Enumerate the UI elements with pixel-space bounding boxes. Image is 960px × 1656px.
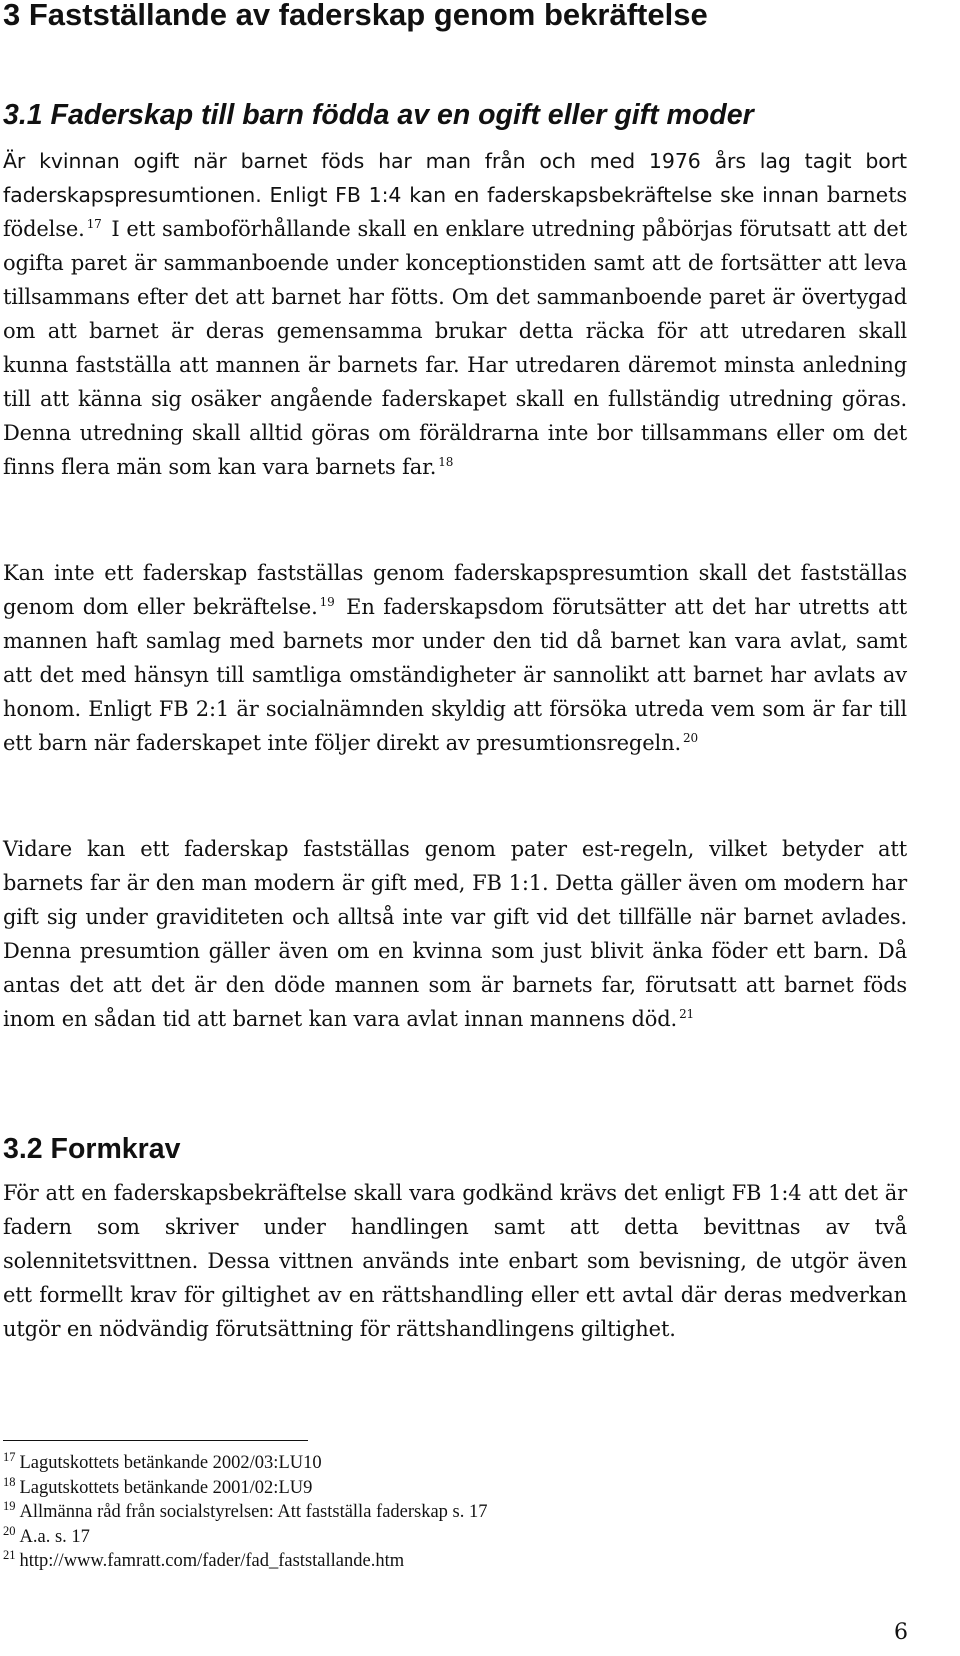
footnote-separator — [3, 1440, 308, 1441]
section-3-2-title: 3.2 Formkrav — [3, 1133, 181, 1165]
footnote-item — [3, 1548, 903, 1573]
chapter-title: 3 Fastställande av faderskap genom bekräftelse — [3, 0, 708, 32]
paragraph-2-text-a: Kan inte ett faderskap fastställas genom faderskapspresumtion skall det fastställas genom dom eller bekräftelse. — [3, 561, 907, 619]
paragraph-2-text-b: En faderskapsdom förutsätter att det har utretts att mannen haft samlag med barnets mor under den tid då barnet kan vara avlat, samt att det med hänsyn till samtliga omständigheter är sannolikt att barnet har avlats av honom. Enligt FB 2:1 är socialnämnden skyldig att försöka utreda vem som är far till ett barn när faderskapet inte följer direkt av presumtionsregeln. — [3, 595, 907, 755]
footnote-number: 17 — [3, 1450, 16, 1464]
footnote-number: 19 — [3, 1499, 16, 1514]
footnote-item — [3, 1524, 903, 1549]
footnote-item — [3, 1499, 903, 1524]
section-3-2-paragraph-1: För att en faderskapsbekräftelse skall vara godkänd krävs det enligt FB 1:4 att det är fadern som skriver under handlingen samt att detta bevittnas av två solennitetsvittnen. Dessa vittnen används inte enbart som bevisning, de utgör även ett formellt krav för giltighet av en rättshandling eller ett avtal där deras medverkan utgör en nödvändig förutsättning för rättshandlingens giltighet. — [3, 1181, 907, 1341]
paragraph-1-sans-text: Är kvinnan ogift när barnet föds har man från och med 1976 års lag tagit bort faderskapspresumtionen. Enligt FB 1:4 kan en faderskapsbekräftelse ske innan — [3, 149, 907, 207]
paragraph-1-text-a: barnets födelse. — [3, 183, 907, 241]
footnote-ref-21[interactable]: 21 — [679, 1007, 695, 1021]
footnote-item — [3, 1475, 903, 1500]
footnote-item — [3, 1450, 903, 1475]
section-3-1-paragraph-3 — [3, 832, 907, 1036]
section-3-1-title: 3.1 Faderskap till barn födda av en ogift eller gift moder — [3, 99, 754, 131]
footnote-text: A.a. s. 17 — [19, 1526, 90, 1547]
footnote-text: Lagutskottets betänkande 2001/02:LU9 — [19, 1477, 313, 1498]
page-number: 6 — [894, 1620, 908, 1645]
footnote-text: Lagutskottets betänkande 2002/03:LU10 — [19, 1453, 322, 1473]
footnote-number: 21 — [3, 1548, 16, 1563]
paragraph-3-text-a: Vidare kan ett faderskap fastställas genom pater est-regeln, vilket betyder att barnets far är den man modern är gift med, FB 1:1. Detta gäller även om modern har gift sig under graviditeten och alltså inte var gift vid det tillfälle när barnet avlades. Denna presumtion gäller även om en kvinna som just blivit änka föder ett barn. Då antas det att det är den döde mannen som är barnets far, förutsatt att barnet föds inom en sådan tid att barnet kan vara avlat innan mannens död. — [3, 837, 907, 1031]
section-3-1-paragraph-1 — [3, 144, 907, 484]
paragraph-1-text-b: I ett samboförhållande skall en enklare utredning påbörjas förutsatt att det ogifta paret är sammanboende under konceptionstiden samt att de fortsätter att leva tillsammans efter det att barnet har fötts. Om det sammanboende paret är övertygad om att barnet är deras gemensamma brukar detta räcka för att utredaren skall kunna fastställa att mannen är barnets far. Har utredaren däremot minsta anledning till att känna sig osäker angående faderskapet skall en fullständig utredning göras. Denna utredning skall alltid göras om föräldrarna inte bor tillsammans eller om det finns flera män som kan vara barnets far. — [3, 217, 907, 479]
footnote-number: 18 — [3, 1474, 16, 1489]
footnote-ref-17[interactable]: 17 — [86, 217, 102, 231]
footnote-ref-20[interactable]: 20 — [682, 731, 698, 745]
footnote-number: 20 — [3, 1523, 16, 1538]
footnote-link[interactable]: http://www.famratt.com/fader/fad_faststallande.htm — [19, 1551, 405, 1572]
footnote-ref-19[interactable]: 19 — [319, 595, 335, 609]
footnote-text: Allmänna råd från socialstyrelsen: Att fastställa faderskap s. 17 — [19, 1502, 488, 1523]
footnote-ref-18[interactable]: 18 — [438, 455, 454, 469]
footnotes — [3, 1450, 903, 1573]
section-3-1-paragraph-2 — [3, 556, 907, 760]
